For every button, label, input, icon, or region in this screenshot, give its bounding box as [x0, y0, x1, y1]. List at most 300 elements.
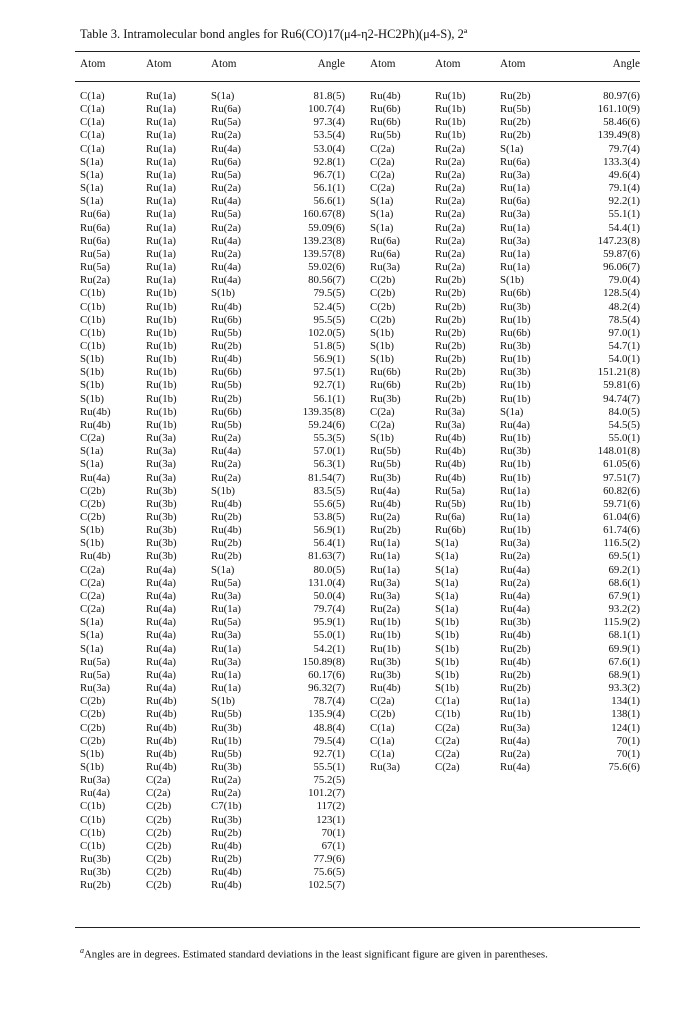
column-atom-2-right	[435, 58, 495, 774]
cell-atom-2: Ru(2b)	[435, 392, 466, 405]
cell-atom-2: Ru(1b)	[435, 129, 466, 142]
cell-atom-1: S(1a)	[80, 616, 104, 629]
cell-atom-2: Ru(2b)	[435, 339, 466, 352]
cell-angle: 92.7(1)	[313, 379, 345, 392]
cell-angle: 80.97(6)	[603, 90, 640, 102]
cell-atom-3: Ru(4a)	[500, 603, 530, 616]
cell-atom-1: Ru(5a)	[80, 261, 110, 274]
cell-atom-2: C(2a)	[435, 747, 460, 760]
cell-atom-1: Ru(6b)	[370, 103, 401, 116]
cell-atom-1: Ru(4a)	[80, 787, 110, 800]
cell-angle: 96.06(7)	[603, 261, 640, 274]
cell-atom-2: C(2a)	[435, 760, 460, 773]
cell-atom-2: Ru(3a)	[435, 405, 465, 418]
cell-atom-3: Ru(1b)	[500, 379, 531, 392]
cell-atom-1: C(1b)	[80, 826, 106, 839]
cell-atom-3: Ru(5b)	[211, 326, 242, 339]
cell-atom-2: C(2a)	[146, 774, 171, 787]
cell-atom-3: Ru(4b)	[211, 866, 242, 879]
cell-atom-2: Ru(1b)	[146, 379, 177, 392]
cell-atom-2: S(1b)	[435, 629, 459, 642]
cell-atom-1: C(1b)	[80, 813, 106, 826]
cell-atom-3: S(1a)	[211, 563, 235, 576]
cell-angle: 56.6(1)	[313, 195, 345, 208]
cell-angle: 161.10(9)	[597, 103, 640, 116]
cell-atom-3: Ru(1a)	[500, 695, 530, 708]
cell-atom-1: S(1b)	[80, 537, 104, 550]
cell-atom-3: Ru(2a)	[211, 182, 241, 195]
cell-atom-2: C(2b)	[146, 879, 172, 892]
cell-atom-1: Ru(3b)	[370, 655, 401, 668]
cell-angle: 80.56(7)	[308, 274, 345, 287]
cell-atom-1: Ru(4b)	[370, 682, 401, 695]
cell-atom-1: C(2b)	[80, 708, 106, 721]
cell-atom-3: Ru(4b)	[211, 524, 242, 537]
cell-atom-3: Ru(1b)	[500, 524, 531, 537]
cell-atom-1: S(1a)	[80, 195, 104, 208]
cell-atom-2: Ru(3a)	[146, 445, 176, 458]
cell-atom-3: Ru(1a)	[500, 221, 530, 234]
cell-atom-3: Ru(2a)	[211, 458, 241, 471]
cell-atom-3: Ru(1a)	[211, 603, 241, 616]
cell-atom-1: C(1a)	[80, 129, 105, 142]
cell-atom-2: Ru(3a)	[435, 418, 465, 431]
cell-angle: 59.71(6)	[603, 497, 640, 510]
footnote-text: Angles are in degrees. Estimated standard deviations in the least significant figure are given in parentheses.	[84, 948, 548, 961]
cell-atom-2: Ru(1a)	[146, 195, 176, 208]
cell-angle: 139.23(8)	[302, 234, 345, 247]
cell-atom-2: Ru(4a)	[146, 668, 176, 681]
cell-atom-2: S(1b)	[435, 642, 459, 655]
column-angle-right	[560, 58, 640, 774]
column-atom-3-right	[500, 58, 560, 774]
cell-atom-3: Ru(3a)	[500, 721, 530, 734]
cell-atom-1: S(1b)	[80, 366, 104, 379]
cell-atom-1: C(1a)	[80, 142, 105, 155]
cell-atom-3: Ru(2b)	[211, 853, 242, 866]
column-header: Atom	[370, 58, 396, 70]
cell-angle: 96.32(7)	[308, 682, 345, 695]
cell-angle: 55.6(5)	[313, 497, 345, 510]
cell-atom-2: Ru(2b)	[435, 274, 466, 287]
cell-angle: 100.7(4)	[308, 103, 345, 116]
cell-atom-3: Ru(3a)	[211, 655, 241, 668]
cell-angle: 56.3(1)	[313, 458, 345, 471]
cell-atom-2: Ru(1a)	[146, 261, 176, 274]
cell-atom-1: Ru(2b)	[80, 879, 111, 892]
cell-atom-3: Ru(6a)	[500, 195, 530, 208]
cell-atom-3: Ru(1a)	[500, 261, 530, 274]
cell-atom-1: Ru(3b)	[370, 668, 401, 681]
cell-atom-3: Ru(4b)	[211, 497, 242, 510]
column-atom-1-left	[80, 58, 140, 893]
table-footnote	[80, 943, 640, 963]
cell-atom-1: Ru(4b)	[80, 550, 111, 563]
cell-angle: 78.7(4)	[313, 695, 345, 708]
cell-angle: 55.1(1)	[608, 208, 640, 221]
cell-atom-3: Ru(2b)	[211, 550, 242, 563]
cell-atom-2: Ru(4b)	[435, 432, 466, 445]
cell-atom-3: Ru(2b)	[500, 668, 531, 681]
cell-atom-2: Ru(2a)	[435, 247, 465, 260]
cell-angle: 79.7(4)	[313, 603, 345, 616]
cell-atom-2: S(1b)	[435, 655, 459, 668]
cell-atom-2: C(1b)	[435, 708, 461, 721]
cell-atom-3: Ru(2b)	[500, 682, 531, 695]
cell-atom-1: S(1a)	[80, 182, 104, 195]
cell-angle: 83.5(5)	[313, 484, 345, 497]
cell-atom-2: Ru(1a)	[146, 274, 176, 287]
cell-atom-2: Ru(2b)	[435, 379, 466, 392]
cell-atom-1: C(1a)	[370, 721, 395, 734]
cell-atom-2: Ru(2a)	[435, 234, 465, 247]
cell-angle: 94.74(7)	[603, 392, 640, 405]
cell-atom-1: C(1a)	[80, 103, 105, 116]
cell-atom-1: Ru(6a)	[370, 234, 400, 247]
cell-atom-3: Ru(3b)	[500, 445, 531, 458]
cell-angle: 115.9(2)	[603, 616, 640, 629]
cell-angle: 79.5(4)	[313, 734, 345, 747]
cell-atom-2: Ru(2a)	[435, 182, 465, 195]
cell-angle: 124(1)	[611, 721, 640, 734]
cell-atom-2: Ru(1a)	[146, 168, 176, 181]
cell-angle: 79.5(5)	[313, 287, 345, 300]
cell-atom-2: C(2b)	[146, 853, 172, 866]
cell-atom-3: Ru(3a)	[500, 208, 530, 221]
cell-atom-3: Ru(2b)	[500, 90, 531, 102]
cell-atom-3: Ru(5a)	[211, 576, 241, 589]
cell-atom-1: Ru(1a)	[370, 537, 400, 550]
cell-atom-3: Ru(1a)	[500, 182, 530, 195]
cell-atom-2: Ru(2a)	[435, 155, 465, 168]
cell-atom-1: Ru(2a)	[370, 603, 400, 616]
cell-angle: 56.9(1)	[313, 524, 345, 537]
cell-atom-3: Ru(4a)	[500, 563, 530, 576]
cell-angle: 150.89(8)	[302, 655, 345, 668]
cell-atom-1: Ru(2a)	[80, 274, 110, 287]
cell-angle: 57.0(1)	[313, 445, 345, 458]
cell-atom-2: Ru(1a)	[146, 103, 176, 116]
cell-atom-3: Ru(3a)	[500, 168, 530, 181]
cell-atom-2: C(2b)	[146, 839, 172, 852]
cell-atom-3: Ru(2b)	[211, 826, 242, 839]
footnote-marker: a	[80, 946, 84, 955]
cell-atom-3: Ru(1b)	[500, 392, 531, 405]
cell-angle: 70(1)	[321, 826, 345, 839]
cell-angle: 55.3(5)	[313, 432, 345, 445]
cell-angle: 102.5(7)	[308, 879, 345, 892]
cell-angle: 92.2(1)	[608, 195, 640, 208]
cell-atom-1: Ru(6b)	[370, 116, 401, 129]
cell-atom-3: S(1a)	[500, 405, 524, 418]
cell-atom-1: S(1a)	[80, 168, 104, 181]
cell-atom-3: Ru(5a)	[211, 208, 241, 221]
cell-atom-1: S(1b)	[80, 760, 104, 773]
column-atom-2-left	[146, 58, 206, 893]
cell-atom-3: Ru(1a)	[500, 247, 530, 260]
cell-atom-3: Ru(4a)	[211, 234, 241, 247]
cell-angle: 139.49(8)	[597, 129, 640, 142]
cell-atom-1: C(1b)	[80, 326, 106, 339]
cell-atom-1: Ru(4b)	[80, 418, 111, 431]
cell-angle: 96.7(1)	[313, 168, 345, 181]
cell-atom-2: Ru(4a)	[146, 629, 176, 642]
cell-atom-3: Ru(2b)	[211, 511, 242, 523]
cell-atom-1: Ru(2a)	[370, 511, 400, 523]
cell-atom-3: Ru(4a)	[500, 418, 530, 431]
cell-atom-1: C(1b)	[80, 287, 106, 300]
cell-atom-2: Ru(1a)	[146, 90, 176, 102]
cell-angle: 67.6(1)	[608, 655, 640, 668]
cell-angle: 69.5(1)	[608, 550, 640, 563]
cell-atom-1: Ru(5b)	[370, 445, 401, 458]
cell-atom-1: Ru(1b)	[370, 629, 401, 642]
cell-atom-3: Ru(5b)	[211, 418, 242, 431]
cell-atom-1: Ru(3b)	[370, 392, 401, 405]
cell-atom-2: C(2b)	[146, 800, 172, 813]
cell-atom-1: Ru(1b)	[370, 616, 401, 629]
cell-atom-2: Ru(1b)	[146, 287, 177, 300]
cell-angle: 79.0(4)	[608, 274, 640, 287]
cell-atom-3: S(1a)	[500, 142, 524, 155]
cell-atom-3: Ru(1a)	[211, 642, 241, 655]
cell-atom-3: Ru(4b)	[500, 655, 531, 668]
cell-angle: 102.0(5)	[308, 326, 345, 339]
cell-atom-2: Ru(3a)	[146, 432, 176, 445]
cell-atom-2: Ru(1a)	[146, 221, 176, 234]
cell-atom-1: Ru(5b)	[370, 458, 401, 471]
cell-atom-3: Ru(1a)	[500, 484, 530, 497]
cell-atom-3: Ru(6a)	[500, 155, 530, 168]
cell-atom-2: Ru(1b)	[146, 366, 177, 379]
cell-atom-1: C(1a)	[370, 747, 395, 760]
cell-angle: 101.2(7)	[308, 787, 345, 800]
cell-atom-3: Ru(1b)	[500, 497, 531, 510]
cell-atom-2: Ru(3a)	[146, 458, 176, 471]
cell-atom-3: Ru(1a)	[211, 668, 241, 681]
cell-atom-1: C(2b)	[80, 721, 106, 734]
cell-atom-1: Ru(5b)	[370, 129, 401, 142]
cell-atom-2: Ru(4a)	[146, 682, 176, 695]
cell-atom-1: C(2b)	[80, 511, 106, 523]
cell-angle: 148.01(8)	[597, 445, 640, 458]
cell-angle: 48.2(4)	[608, 300, 640, 313]
cell-atom-3: Ru(3a)	[211, 589, 241, 602]
cell-atom-3: Ru(5b)	[211, 747, 242, 760]
cell-atom-2: Ru(1b)	[146, 392, 177, 405]
cell-angle: 54.5(5)	[608, 418, 640, 431]
cell-atom-3: Ru(1a)	[500, 511, 530, 523]
cell-atom-3: Ru(2a)	[500, 576, 530, 589]
cell-atom-2: Ru(2a)	[435, 208, 465, 221]
column-angle-left	[270, 58, 345, 893]
cell-angle: 51.8(5)	[313, 339, 345, 352]
cell-atom-2: Ru(3b)	[146, 484, 177, 497]
cell-angle: 81.8(5)	[313, 90, 345, 102]
cell-atom-2: S(1a)	[435, 603, 459, 616]
cell-angle: 56.1(1)	[313, 182, 345, 195]
cell-angle: 55.0(1)	[608, 432, 640, 445]
cell-atom-1: C(2b)	[80, 497, 106, 510]
cell-atom-3: Ru(4a)	[211, 274, 241, 287]
cell-atom-1: C(2b)	[370, 274, 396, 287]
cell-angle: 60.17(6)	[308, 668, 345, 681]
cell-atom-2: S(1a)	[435, 550, 459, 563]
cell-atom-1: Ru(3a)	[370, 589, 400, 602]
cell-atom-2: Ru(1b)	[146, 353, 177, 366]
cell-atom-2: Ru(1b)	[146, 326, 177, 339]
cell-atom-3: Ru(4a)	[211, 195, 241, 208]
cell-atom-3: Ru(5b)	[211, 708, 242, 721]
cell-atom-1: S(1a)	[80, 445, 104, 458]
cell-atom-1: S(1b)	[80, 747, 104, 760]
cell-atom-3: Ru(3b)	[211, 760, 242, 773]
cell-atom-3: Ru(2b)	[211, 339, 242, 352]
column-header: Atom	[435, 58, 461, 70]
cell-atom-3: S(1b)	[500, 274, 524, 287]
cell-atom-3: Ru(1b)	[500, 432, 531, 445]
cell-angle: 54.4(1)	[608, 221, 640, 234]
cell-angle: 69.2(1)	[608, 563, 640, 576]
cell-atom-1: S(1b)	[370, 432, 394, 445]
cell-atom-3: Ru(5a)	[211, 616, 241, 629]
cell-atom-1: C(2a)	[80, 563, 105, 576]
cell-angle: 53.0(4)	[313, 142, 345, 155]
cell-atom-2: Ru(3b)	[146, 497, 177, 510]
cell-atom-3: Ru(3b)	[500, 339, 531, 352]
cell-angle: 117(2)	[316, 800, 345, 813]
cell-atom-2: C(2b)	[146, 826, 172, 839]
cell-atom-2: S(1b)	[435, 616, 459, 629]
cell-atom-1: C(2a)	[370, 155, 395, 168]
cell-atom-3: Ru(6a)	[211, 103, 241, 116]
cell-atom-3: Ru(1b)	[500, 313, 531, 326]
cell-angle: 59.02(6)	[308, 261, 345, 274]
cell-atom-2: Ru(4b)	[146, 708, 177, 721]
cell-atom-1: Ru(5a)	[80, 668, 110, 681]
cell-angle: 75.6(5)	[313, 866, 345, 879]
cell-atom-2: Ru(4a)	[146, 603, 176, 616]
cell-atom-2: C(2b)	[146, 866, 172, 879]
cell-angle: 92.8(1)	[313, 155, 345, 168]
cell-angle: 55.0(1)	[313, 629, 345, 642]
cell-atom-2: S(1a)	[435, 576, 459, 589]
cell-atom-2: Ru(4a)	[146, 589, 176, 602]
cell-atom-1: S(1b)	[370, 353, 394, 366]
cell-atom-1: Ru(4b)	[370, 90, 401, 102]
column-header: Atom	[146, 58, 172, 70]
cell-atom-3: Ru(3a)	[500, 234, 530, 247]
cell-angle: 59.87(6)	[603, 247, 640, 260]
cell-atom-1: C(1a)	[80, 90, 105, 102]
cell-atom-1: Ru(1b)	[370, 642, 401, 655]
cell-atom-2: Ru(1b)	[435, 116, 466, 129]
cell-atom-3: Ru(4b)	[500, 629, 531, 642]
cell-angle: 48.8(4)	[313, 721, 345, 734]
cell-atom-3: Ru(6b)	[211, 405, 242, 418]
cell-atom-2: Ru(3a)	[146, 471, 176, 484]
cell-atom-1: Ru(1a)	[370, 563, 400, 576]
cell-atom-3: S(1a)	[211, 90, 235, 102]
cell-atom-3: Ru(3a)	[211, 629, 241, 642]
cell-atom-2: C(2b)	[146, 813, 172, 826]
cell-angle: 59.81(6)	[603, 379, 640, 392]
cell-atom-1: Ru(6b)	[370, 366, 401, 379]
cell-angle: 147.23(8)	[597, 234, 640, 247]
cell-angle: 93.2(2)	[608, 603, 640, 616]
cell-angle: 68.9(1)	[608, 668, 640, 681]
cell-atom-3: Ru(2b)	[211, 537, 242, 550]
cell-angle: 70(1)	[616, 747, 640, 760]
cell-atom-3: Ru(5b)	[500, 103, 531, 116]
cell-angle: 97.51(7)	[603, 471, 640, 484]
cell-angle: 95.5(5)	[313, 313, 345, 326]
cell-atom-3: Ru(2a)	[211, 787, 241, 800]
cell-atom-1: Ru(4b)	[370, 497, 401, 510]
cell-atom-3: Ru(2b)	[211, 392, 242, 405]
cell-atom-1: C(2a)	[80, 432, 105, 445]
cell-atom-1: C(2a)	[370, 695, 395, 708]
cell-angle: 133.3(4)	[603, 155, 640, 168]
cell-atom-2: S(1a)	[435, 563, 459, 576]
column-header: Atom	[500, 58, 526, 70]
cell-atom-2: Ru(1b)	[435, 90, 466, 102]
cell-atom-2: Ru(1b)	[146, 300, 177, 313]
cell-atom-2: Ru(4a)	[146, 655, 176, 668]
cell-atom-3: Ru(4a)	[211, 142, 241, 155]
cell-atom-1: C(2b)	[80, 734, 106, 747]
cell-angle: 77.9(6)	[313, 853, 345, 866]
cell-atom-3: Ru(2a)	[500, 747, 530, 760]
cell-atom-2: Ru(3b)	[146, 524, 177, 537]
cell-atom-1: Ru(6a)	[80, 234, 110, 247]
cell-angle: 53.8(5)	[313, 511, 345, 523]
cell-atom-2: Ru(2b)	[435, 353, 466, 366]
cell-atom-1: Ru(1a)	[370, 550, 400, 563]
cell-atom-2: Ru(5b)	[435, 497, 466, 510]
cell-atom-1: S(1b)	[370, 326, 394, 339]
column-atom-3-left	[211, 58, 271, 893]
cell-atom-3: Ru(6b)	[500, 326, 531, 339]
cell-atom-1: C(2a)	[80, 603, 105, 616]
cell-atom-2: Ru(1b)	[146, 418, 177, 431]
cell-atom-1: Ru(6a)	[80, 221, 110, 234]
table-caption: Table 3. Intramolecular bond angles for Ru6(CO)17(μ4-η2-HC2Ph)(μ4-S), 2ª	[80, 27, 468, 41]
cell-atom-1: C(2a)	[370, 168, 395, 181]
cell-atom-1: Ru(6b)	[370, 379, 401, 392]
cell-atom-3: Ru(1b)	[500, 471, 531, 484]
cell-atom-2: S(1a)	[435, 589, 459, 602]
cell-angle: 55.5(1)	[313, 760, 345, 773]
cell-atom-1: Ru(2b)	[370, 524, 401, 537]
cell-atom-3: Ru(2b)	[500, 642, 531, 655]
cell-atom-3: Ru(4a)	[500, 734, 530, 747]
cell-angle: 69.9(1)	[608, 642, 640, 655]
column-atom-1-right	[370, 58, 430, 774]
cell-angle: 134(1)	[611, 695, 640, 708]
cell-atom-1: C(1b)	[80, 800, 106, 813]
cell-atom-2: Ru(4b)	[146, 695, 177, 708]
cell-angle: 138(1)	[611, 708, 640, 721]
cell-atom-2: C(1a)	[435, 695, 460, 708]
cell-atom-1: C(2a)	[370, 418, 395, 431]
cell-atom-2: Ru(4b)	[146, 747, 177, 760]
cell-atom-1: S(1b)	[370, 339, 394, 352]
cell-angle: 60.82(6)	[603, 484, 640, 497]
cell-atom-2: Ru(1a)	[146, 208, 176, 221]
cell-angle: 52.4(5)	[313, 300, 345, 313]
cell-atom-1: Ru(5a)	[80, 655, 110, 668]
